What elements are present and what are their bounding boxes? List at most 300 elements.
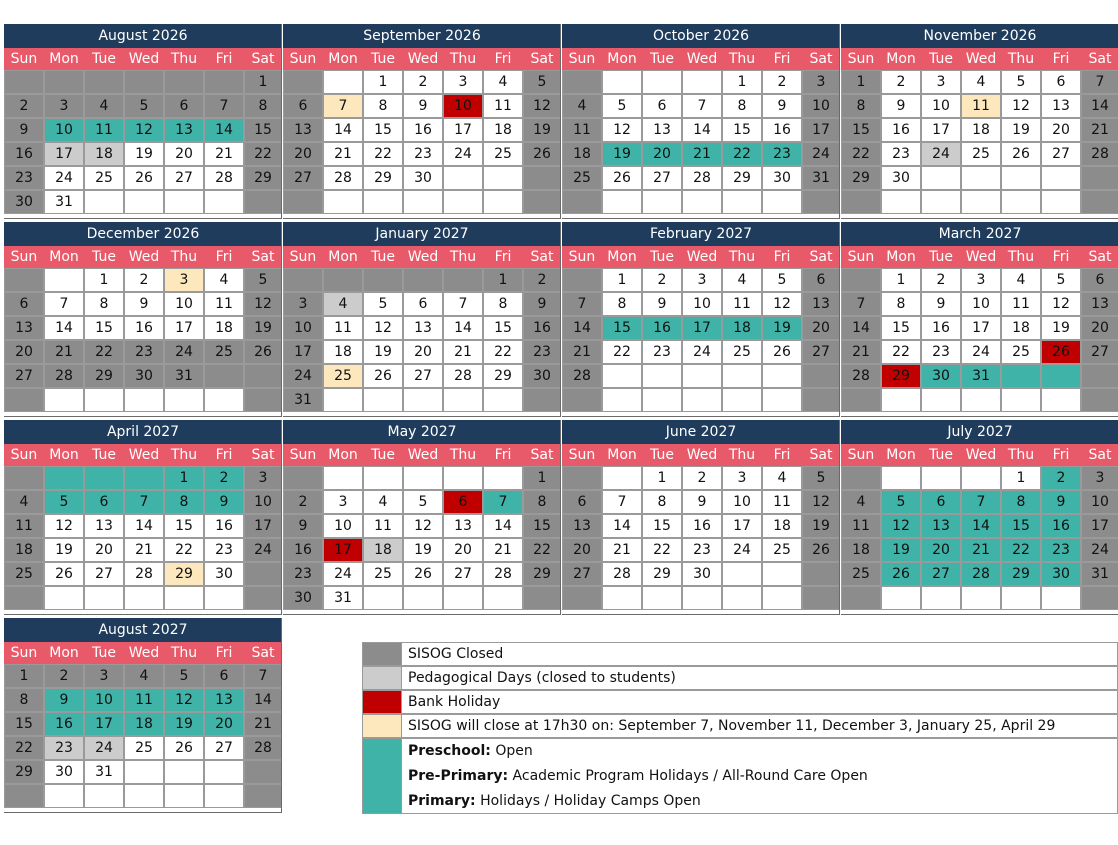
day-cell — [921, 166, 961, 190]
day-cell: 4 — [84, 94, 124, 118]
day-cell — [164, 70, 204, 94]
day-cell: 25 — [363, 562, 403, 586]
day-cell — [642, 388, 682, 412]
day-cell: 29 — [363, 166, 403, 190]
month-title: August 2027 — [4, 618, 282, 642]
day-cell: 29 — [642, 562, 682, 586]
weekday-header: Fri — [204, 444, 244, 466]
day-cell: 21 — [602, 538, 642, 562]
month-title: November 2026 — [841, 24, 1118, 48]
day-cell: 21 — [841, 340, 881, 364]
day-cell: 11 — [323, 316, 363, 340]
day-cell: 17 — [84, 712, 124, 736]
day-cell: 12 — [1001, 94, 1041, 118]
weekday-header: Tue — [84, 48, 124, 70]
day-cell — [523, 388, 561, 412]
month-calendar — [4, 420, 282, 615]
day-cell: 4 — [4, 490, 44, 514]
legend-holiday-program-text — [402, 738, 1118, 814]
day-cell — [881, 586, 921, 610]
weekday-header: Fri — [762, 444, 802, 466]
day-cell: 10 — [244, 490, 282, 514]
day-cell: 3 — [682, 268, 722, 292]
weekday-header: Mon — [881, 246, 921, 268]
day-cell: 17 — [921, 118, 961, 142]
day-cell: 19 — [124, 142, 164, 166]
day-cell: 11 — [483, 94, 523, 118]
day-cell — [244, 388, 282, 412]
day-cell: 29 — [244, 166, 282, 190]
day-cell — [802, 562, 840, 586]
day-cell: 26 — [802, 538, 840, 562]
day-cell: 23 — [881, 142, 921, 166]
day-cell: 30 — [204, 562, 244, 586]
day-cell: 4 — [961, 70, 1001, 94]
day-cell: 6 — [1081, 268, 1118, 292]
day-cell: 5 — [164, 664, 204, 688]
weekday-header: Sun — [562, 246, 602, 268]
day-cell: 15 — [483, 316, 523, 340]
weekday-header: Sun — [4, 444, 44, 466]
day-cell: 22 — [881, 340, 921, 364]
day-cell: 6 — [403, 292, 443, 316]
day-cell: 7 — [562, 292, 602, 316]
day-cell: 18 — [204, 316, 244, 340]
weekday-header: Thu — [443, 48, 483, 70]
day-cell: 28 — [562, 364, 602, 388]
day-cell: 20 — [443, 538, 483, 562]
day-cell: 8 — [722, 94, 762, 118]
day-cell: 15 — [881, 316, 921, 340]
day-cell: 29 — [722, 166, 762, 190]
day-cell: 13 — [204, 688, 244, 712]
weekday-header: Wed — [403, 48, 443, 70]
day-cell: 29 — [483, 364, 523, 388]
weekday-header: Sat — [523, 444, 561, 466]
day-cell: 15 — [642, 514, 682, 538]
day-cell: 1 — [483, 268, 523, 292]
day-cell — [841, 268, 881, 292]
day-cell — [642, 364, 682, 388]
day-cell — [443, 190, 483, 214]
day-cell: 16 — [1041, 514, 1081, 538]
day-cell — [602, 70, 642, 94]
day-cell: 10 — [283, 316, 323, 340]
primary-text: Holidays / Holiday Camps Open — [475, 793, 701, 809]
day-cell — [1041, 190, 1081, 214]
day-cell — [323, 190, 363, 214]
weekday-header: Sun — [4, 246, 44, 268]
day-cell — [363, 268, 403, 292]
day-cell: 23 — [44, 736, 84, 760]
day-cell — [802, 586, 840, 610]
day-cell: 4 — [323, 292, 363, 316]
day-cell — [4, 70, 44, 94]
day-cell — [762, 190, 802, 214]
day-cell: 29 — [4, 760, 44, 784]
day-cell: 29 — [881, 364, 921, 388]
day-cell: 23 — [921, 340, 961, 364]
day-cell — [921, 388, 961, 412]
day-cell: 12 — [44, 514, 84, 538]
day-cell: 25 — [483, 142, 523, 166]
day-cell: 24 — [1081, 538, 1118, 562]
weekday-header: Wed — [403, 444, 443, 466]
month-title: June 2027 — [562, 420, 840, 444]
day-cell: 11 — [762, 490, 802, 514]
day-cell: 9 — [403, 94, 443, 118]
day-cell — [483, 586, 523, 610]
day-cell: 20 — [84, 538, 124, 562]
weekday-header: Wed — [403, 246, 443, 268]
day-cell — [1081, 388, 1118, 412]
weekday-header: Mon — [602, 246, 642, 268]
day-cell: 13 — [84, 514, 124, 538]
weekday-header: Wed — [682, 246, 722, 268]
weekday-header: Fri — [1041, 246, 1081, 268]
day-cell: 12 — [602, 118, 642, 142]
day-cell: 15 — [1001, 514, 1041, 538]
day-cell: 2 — [4, 94, 44, 118]
day-cell: 22 — [1001, 538, 1041, 562]
day-cell — [1081, 586, 1118, 610]
day-cell — [841, 466, 881, 490]
day-cell: 22 — [244, 142, 282, 166]
day-cell: 18 — [483, 118, 523, 142]
preprimary-label: Pre-Primary: — [408, 768, 509, 784]
day-cell: 9 — [204, 490, 244, 514]
weekday-header: Sat — [244, 444, 282, 466]
weekday-header: Tue — [642, 246, 682, 268]
day-cell — [762, 586, 802, 610]
day-cell — [164, 190, 204, 214]
weekday-header: Mon — [323, 246, 363, 268]
day-cell: 27 — [802, 340, 840, 364]
day-cell: 14 — [562, 316, 602, 340]
weekday-header: Mon — [44, 48, 84, 70]
legend-label-early-close: SISOG will close at 17h30 on: September 7, November 11, December 3, January 25, April 29 — [402, 714, 1118, 738]
day-cell: 2 — [881, 70, 921, 94]
day-cell: 30 — [921, 364, 961, 388]
weekday-header: Mon — [602, 48, 642, 70]
day-cell: 28 — [961, 562, 1001, 586]
day-cell: 16 — [762, 118, 802, 142]
day-cell: 16 — [204, 514, 244, 538]
weekday-header: Sun — [562, 444, 602, 466]
month-title: December 2026 — [4, 222, 282, 246]
day-cell: 30 — [762, 166, 802, 190]
day-cell: 27 — [4, 364, 44, 388]
day-cell: 20 — [1041, 118, 1081, 142]
day-cell: 5 — [44, 490, 84, 514]
day-cell: 5 — [403, 490, 443, 514]
day-cell: 4 — [124, 664, 164, 688]
weekday-header: Tue — [642, 444, 682, 466]
weekday-header: Sun — [841, 246, 881, 268]
day-cell — [204, 364, 244, 388]
day-cell: 20 — [4, 340, 44, 364]
day-cell: 11 — [961, 94, 1001, 118]
day-cell: 23 — [283, 562, 323, 586]
day-cell — [204, 586, 244, 610]
day-cell: 7 — [961, 490, 1001, 514]
day-cell: 5 — [244, 268, 282, 292]
day-cell — [762, 562, 802, 586]
day-cell: 16 — [682, 514, 722, 538]
day-cell: 12 — [802, 490, 840, 514]
weekday-header: Mon — [323, 444, 363, 466]
day-cell: 27 — [443, 562, 483, 586]
day-cell: 8 — [602, 292, 642, 316]
day-cell: 24 — [164, 340, 204, 364]
day-cell — [762, 388, 802, 412]
day-cell: 23 — [682, 538, 722, 562]
day-cell: 4 — [762, 466, 802, 490]
day-cell: 25 — [562, 166, 602, 190]
day-cell: 12 — [523, 94, 561, 118]
weekday-header: Wed — [124, 444, 164, 466]
day-cell: 19 — [244, 316, 282, 340]
day-cell — [204, 784, 244, 808]
day-cell — [124, 586, 164, 610]
day-cell: 31 — [1081, 562, 1118, 586]
day-cell — [682, 388, 722, 412]
weekday-header: Thu — [722, 444, 762, 466]
day-cell: 10 — [443, 94, 483, 118]
day-cell — [44, 784, 84, 808]
day-cell: 25 — [323, 364, 363, 388]
day-cell: 6 — [562, 490, 602, 514]
day-cell: 6 — [4, 292, 44, 316]
legend-line-preschool — [408, 739, 533, 763]
day-cell — [363, 190, 403, 214]
day-cell: 15 — [84, 316, 124, 340]
day-cell — [961, 388, 1001, 412]
month-calendar — [4, 618, 282, 813]
day-cell: 5 — [1001, 70, 1041, 94]
day-cell: 5 — [523, 70, 561, 94]
month-title: February 2027 — [562, 222, 840, 246]
day-cell: 22 — [602, 340, 642, 364]
day-cell: 11 — [84, 118, 124, 142]
legend-row-closed — [362, 642, 1118, 666]
legend-line-preprimary — [408, 764, 868, 788]
weekday-header: Thu — [1001, 246, 1041, 268]
day-cell — [1081, 364, 1118, 388]
day-cell — [124, 784, 164, 808]
day-cell: 3 — [1081, 466, 1118, 490]
day-cell: 1 — [523, 466, 561, 490]
month-calendar — [841, 420, 1118, 615]
weekday-header: Sat — [1081, 48, 1118, 70]
legend-row-pedagogical — [362, 666, 1118, 690]
day-cell: 5 — [602, 94, 642, 118]
day-cell: 13 — [1041, 94, 1081, 118]
day-cell — [881, 190, 921, 214]
day-cell: 27 — [642, 166, 682, 190]
day-cell — [682, 70, 722, 94]
weekday-header: Sat — [523, 48, 561, 70]
day-cell: 23 — [124, 340, 164, 364]
day-cell: 16 — [4, 142, 44, 166]
day-cell: 27 — [403, 364, 443, 388]
day-cell: 16 — [921, 316, 961, 340]
day-cell: 30 — [4, 190, 44, 214]
weekday-header: Tue — [642, 48, 682, 70]
month-calendar — [4, 222, 282, 417]
day-cell: 18 — [722, 316, 762, 340]
day-cell: 28 — [841, 364, 881, 388]
day-cell: 21 — [244, 712, 282, 736]
day-cell: 17 — [244, 514, 282, 538]
weekday-header: Thu — [164, 48, 204, 70]
day-cell: 22 — [722, 142, 762, 166]
day-cell — [44, 70, 84, 94]
weekday-header: Sat — [802, 444, 840, 466]
weekday-header: Sat — [1081, 444, 1118, 466]
weekday-header: Wed — [961, 48, 1001, 70]
day-cell: 1 — [164, 466, 204, 490]
preschool-label: Preschool: — [408, 743, 491, 759]
day-cell: 31 — [44, 190, 84, 214]
weekday-header: Thu — [164, 642, 204, 664]
day-cell: 28 — [443, 364, 483, 388]
legend-swatch-pedagogical — [362, 666, 402, 690]
day-cell: 28 — [124, 562, 164, 586]
day-cell: 20 — [164, 142, 204, 166]
day-cell: 16 — [283, 538, 323, 562]
day-cell: 25 — [1001, 340, 1041, 364]
day-cell: 27 — [204, 736, 244, 760]
day-cell: 4 — [363, 490, 403, 514]
day-cell: 10 — [722, 490, 762, 514]
weekday-header: Fri — [483, 48, 523, 70]
day-cell — [244, 562, 282, 586]
weekday-header: Wed — [682, 48, 722, 70]
day-cell — [84, 70, 124, 94]
day-cell: 8 — [244, 94, 282, 118]
day-cell: 15 — [363, 118, 403, 142]
weekday-header: Fri — [1041, 444, 1081, 466]
day-cell — [84, 784, 124, 808]
day-cell: 1 — [244, 70, 282, 94]
day-cell: 5 — [802, 466, 840, 490]
day-cell: 5 — [881, 490, 921, 514]
day-cell: 9 — [1041, 490, 1081, 514]
preschool-text: Open — [490, 743, 533, 759]
day-cell — [164, 586, 204, 610]
day-cell — [244, 784, 282, 808]
day-cell — [961, 586, 1001, 610]
day-cell: 24 — [802, 142, 840, 166]
weekday-header: Fri — [204, 642, 244, 664]
day-cell — [44, 586, 84, 610]
weekday-header: Wed — [682, 444, 722, 466]
day-cell — [961, 466, 1001, 490]
day-cell: 23 — [642, 340, 682, 364]
day-cell: 24 — [323, 562, 363, 586]
weekday-header: Mon — [44, 642, 84, 664]
day-cell — [124, 388, 164, 412]
day-cell: 5 — [762, 268, 802, 292]
day-cell: 19 — [762, 316, 802, 340]
day-cell — [1001, 388, 1041, 412]
day-cell — [802, 388, 840, 412]
day-cell: 13 — [403, 316, 443, 340]
month-title: January 2027 — [283, 222, 561, 246]
weekday-header: Wed — [124, 246, 164, 268]
day-cell: 30 — [283, 586, 323, 610]
day-cell: 17 — [961, 316, 1001, 340]
day-cell — [323, 466, 363, 490]
day-cell — [682, 190, 722, 214]
day-cell: 23 — [4, 166, 44, 190]
day-cell: 13 — [802, 292, 840, 316]
day-cell: 14 — [44, 316, 84, 340]
day-cell: 14 — [1081, 94, 1118, 118]
day-cell: 8 — [363, 94, 403, 118]
day-cell: 22 — [642, 538, 682, 562]
day-cell: 7 — [483, 490, 523, 514]
day-cell: 3 — [323, 490, 363, 514]
day-cell: 22 — [164, 538, 204, 562]
day-cell: 21 — [562, 340, 602, 364]
day-cell — [682, 364, 722, 388]
day-cell: 9 — [44, 688, 84, 712]
day-cell: 19 — [1041, 316, 1081, 340]
day-cell — [283, 466, 323, 490]
weekday-header: Tue — [363, 444, 403, 466]
day-cell: 27 — [84, 562, 124, 586]
day-cell — [204, 760, 244, 784]
day-cell: 22 — [363, 142, 403, 166]
day-cell: 5 — [1041, 268, 1081, 292]
day-cell — [124, 190, 164, 214]
day-cell: 31 — [164, 364, 204, 388]
day-cell: 6 — [204, 664, 244, 688]
day-cell: 10 — [961, 292, 1001, 316]
day-cell: 7 — [124, 490, 164, 514]
weekday-header: Sat — [244, 642, 282, 664]
day-cell: 25 — [762, 538, 802, 562]
weekday-header: Sun — [841, 444, 881, 466]
day-cell: 14 — [483, 514, 523, 538]
day-cell: 19 — [602, 142, 642, 166]
day-cell — [4, 586, 44, 610]
month-calendar — [562, 222, 840, 417]
day-cell — [403, 388, 443, 412]
day-cell: 28 — [602, 562, 642, 586]
day-cell: 13 — [642, 118, 682, 142]
day-cell: 10 — [1081, 490, 1118, 514]
day-cell — [1041, 364, 1081, 388]
day-cell: 2 — [682, 466, 722, 490]
day-cell — [722, 562, 762, 586]
day-cell: 28 — [204, 166, 244, 190]
day-cell: 24 — [722, 538, 762, 562]
weekday-header: Fri — [204, 246, 244, 268]
day-cell — [84, 586, 124, 610]
day-cell: 14 — [682, 118, 722, 142]
day-cell: 1 — [84, 268, 124, 292]
day-cell: 26 — [762, 340, 802, 364]
day-cell: 26 — [124, 166, 164, 190]
day-cell: 7 — [323, 94, 363, 118]
weekday-header: Fri — [483, 246, 523, 268]
weekday-header: Wed — [124, 642, 164, 664]
day-cell — [722, 364, 762, 388]
day-cell: 18 — [323, 340, 363, 364]
